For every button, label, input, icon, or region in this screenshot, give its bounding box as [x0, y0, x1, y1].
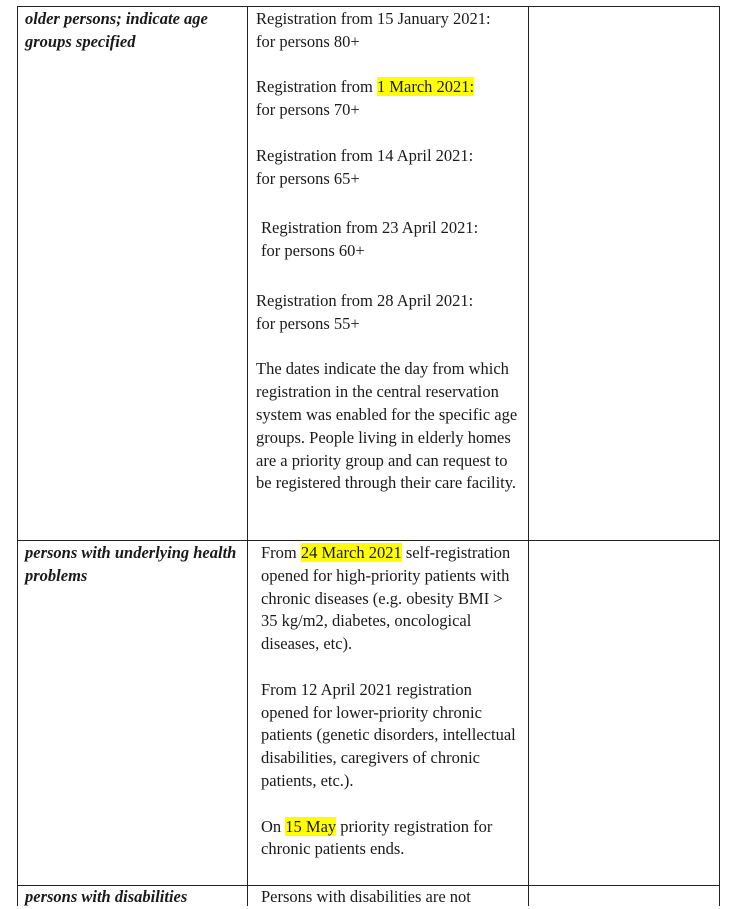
registration-entry: Registration from 23 April 2021: for persons 60+: [261, 218, 479, 261]
table-top-border: [17, 6, 720, 7]
row-category-older-persons: older persons; indicate age groups specified: [25, 9, 208, 51]
registration-paragraph: From 24 March 2021 self-registration opened for high-priority patients with chronic diseases (e.g. obesity BMI > 35 kg/m2, diabetes, oncological diseases, etc).: [261, 543, 511, 654]
registration-entry: Registration from 28 April 2021: for persons 55+: [256, 290, 474, 333]
registration-paragraph: Persons with disabilities are not: [261, 887, 471, 906]
highlighted-date: 24 March 2021: [300, 543, 402, 562]
column-divider: [528, 6, 529, 906]
row-content-disabilities: [261, 886, 523, 909]
row-category-disabilities: persons with disabilities: [25, 887, 188, 906]
registration-paragraph: From 12 April 2021 registration opened for lower-priority chronic patients (genetic disorders, intellectual disabilities, caregivers of chronic patients, etc.).: [261, 679, 516, 790]
highlighted-date: 15 May: [285, 816, 337, 836]
table-left-border: [17, 6, 18, 906]
registration-entry: Registration from 1 March 2021: for persons 70+: [256, 77, 475, 120]
row-content-underlying-health: [261, 542, 523, 861]
table-right-border: [719, 6, 720, 906]
explanation-paragraph: The dates indicate the day from which registration in the central reservation system was enabled for the specific age groups. People living in elderly homes are a priority group and can request to be registered through their care facility.: [256, 359, 518, 493]
registration-entry: Registration from 15 January 2021: for persons 80+: [256, 9, 491, 51]
row-category-underlying-health: persons with underlying health problems: [25, 543, 237, 585]
registration-entry: Registration from 14 April 2021: for persons 65+: [256, 145, 474, 188]
row-content-older-persons: [256, 8, 524, 495]
highlighted-date: 1 March 2021:: [376, 77, 475, 97]
row-divider: [17, 540, 720, 541]
column-divider: [247, 6, 248, 906]
registration-paragraph: On 15 May priority registration for chronic patients ends.: [261, 816, 493, 859]
